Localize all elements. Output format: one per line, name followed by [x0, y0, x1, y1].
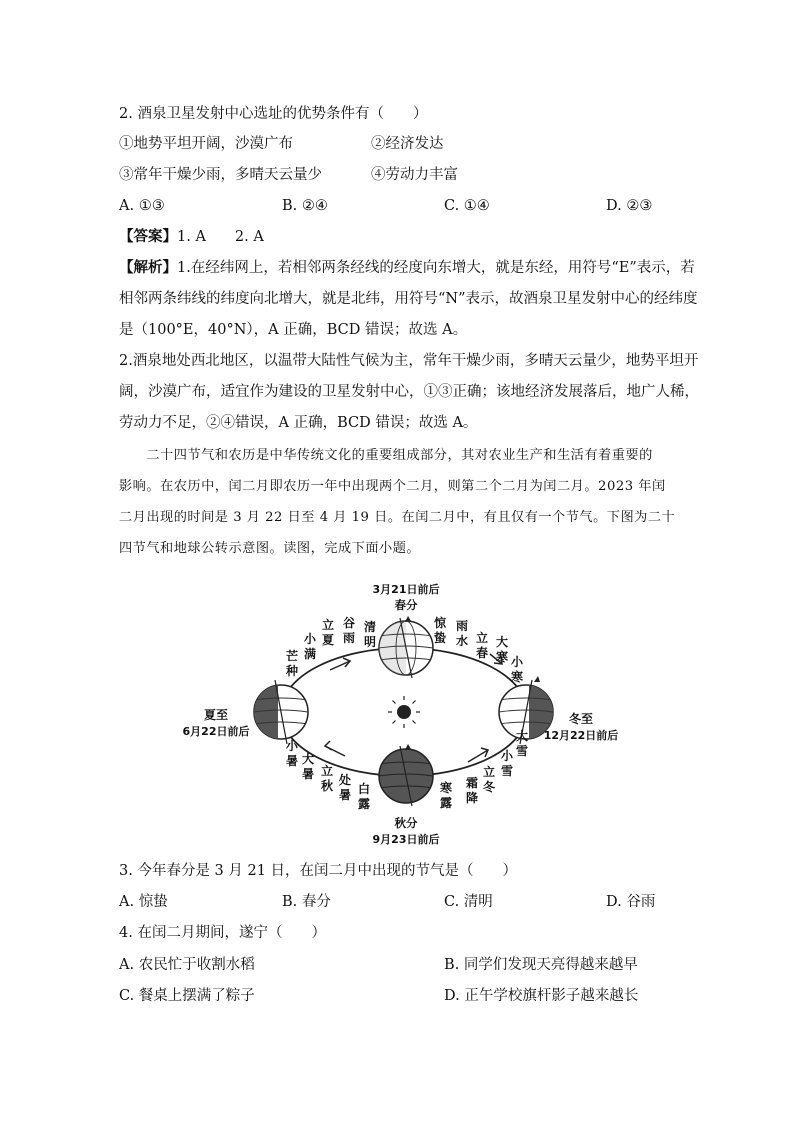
label-left-name: 夏至	[203, 708, 229, 722]
q3-option-a: A. 惊蛰	[119, 894, 168, 910]
answer-label: 【答案】	[119, 228, 177, 245]
q3-option-d: D. 谷雨	[606, 894, 656, 910]
solar-term-5: 惊蛰	[433, 616, 447, 645]
solar-term-13: 霜降	[465, 776, 479, 805]
analysis-p2-line3: 劳动力不足，②④错误，A 正确，BCD 错误；故选 A。	[119, 415, 478, 431]
analysis-p2-line1: 2.酒泉地处西北地区，以温带大陆性气候为主，常年干燥少雨，多晴天云量少，地势平坦开	[119, 353, 699, 369]
solar-term-1: 谷雨	[342, 616, 356, 645]
q2-item-1: ①地势平坦开阔，沙漠广布	[119, 136, 293, 152]
solar-term-10: 大雪	[515, 729, 529, 758]
q3-option-b: B. 春分	[282, 894, 331, 910]
earth-summer-solstice	[254, 680, 308, 744]
analysis-p1-line1: 1.在经纬网上，若相邻两条经线的经度向东增大，就是东经，用符号“E”表示，若	[177, 260, 695, 276]
passage-line-3: 二月出现的时间是 3 月 22 日至 4 月 19 日。在闰二月中，有且仅有一个节气。下图为二十	[119, 510, 676, 525]
label-bottom-date: 9月23日前后	[372, 833, 440, 846]
q2-option-a: A. ①③	[119, 198, 165, 214]
q4-stem: 4. 在闰二月期间，遂宁（ ）	[119, 925, 326, 941]
solar-term-8: 大寒	[495, 635, 509, 664]
earth-spring-equinox	[379, 616, 433, 678]
solar-term-19: 小暑	[285, 739, 299, 768]
analysis-line-1	[119, 258, 695, 278]
q4-option-d: D. 正午学校旗杆影子越来越长	[444, 988, 639, 1004]
answer-line	[119, 227, 264, 247]
earth-orbit-diagram	[160, 576, 640, 852]
label-left-date: 6月22日前后	[182, 725, 250, 738]
solar-term-2: 立夏	[321, 618, 335, 647]
q3-option-c: C. 清明	[444, 894, 493, 910]
sun-icon	[388, 696, 420, 728]
solar-term-18: 大暑	[301, 752, 315, 781]
q4-option-a: A. 农民忙于收割水稻	[119, 957, 255, 973]
q2-item-4: ④劳动力丰富	[371, 167, 458, 183]
q2-stem: 2. 酒泉卫星发射中心选址的优势条件有（ ）	[119, 106, 428, 122]
label-top-date: 3月21日前后	[372, 583, 440, 596]
q2-item-3: ③常年干燥少雨，多晴天云量少	[119, 167, 322, 183]
solar-term-17: 立秋	[320, 764, 334, 793]
passage-line-1: 二十四节气和农历是中华传统文化的重要组成部分，其对农业生产和生活有着重要的	[119, 448, 653, 463]
solar-term-0: 清明	[363, 620, 377, 649]
q2-item-2: ②经济发达	[371, 136, 444, 152]
solar-term-4: 芒种	[285, 649, 299, 678]
analysis-p1-line2: 相邻两条纬线的纬度向北增大，就是北纬，用符号“N”表示，故酒泉卫星发射中心的经纬度	[119, 291, 698, 307]
passage-line-4: 四节气和地球公转示意图。读图，完成下面小题。	[119, 541, 421, 556]
solar-term-15: 白露	[357, 782, 371, 811]
label-right-date: 12月22日前后	[543, 729, 619, 742]
solar-term-11: 小雪	[500, 749, 514, 778]
analysis-p2-line2: 阔，沙漠广布，适宜作为建设的卫星发射中心，①③正确；该地经济发展落后，地广人稀，	[119, 384, 699, 400]
q2-option-d: D. ②③	[606, 198, 653, 214]
analysis-p1-line3: 是（100°E，40°N），A 正确，BCD 错误；故选 A。	[119, 322, 468, 338]
solar-term-3: 小满	[303, 632, 317, 661]
solar-term-6: 雨水	[455, 619, 469, 648]
analysis-label: 【解析】	[119, 259, 177, 276]
solar-term-7: 立春	[475, 631, 489, 660]
solar-term-12: 立冬	[482, 765, 496, 794]
passage-line-2: 影响。在农历中，闰二月即农历一年中出现两个二月，则第二个二月为闰二月。2023 年闰	[119, 479, 666, 494]
earth-autumn-equinox	[379, 744, 433, 806]
label-top-name: 春分	[394, 598, 418, 612]
q2-option-c: C. ①④	[444, 198, 490, 214]
answer-text: 1. A 2. A	[177, 229, 264, 245]
label-right-name: 冬至	[568, 712, 594, 726]
solar-term-9: 小寒	[510, 655, 524, 684]
q3-stem: 3. 今年春分是 3 月 21 日，在闰二月中出现的节气是（ ）	[119, 863, 518, 879]
q4-option-c: C. 餐桌上摆满了粽子	[119, 988, 255, 1004]
solar-term-14: 寒露	[439, 781, 453, 810]
label-bottom-name: 秋分	[394, 816, 418, 830]
solar-term-16: 处暑	[338, 773, 352, 802]
q2-option-b: B. ②④	[282, 198, 328, 214]
q4-option-b: B. 同学们发现天亮得越来越早	[444, 957, 638, 973]
